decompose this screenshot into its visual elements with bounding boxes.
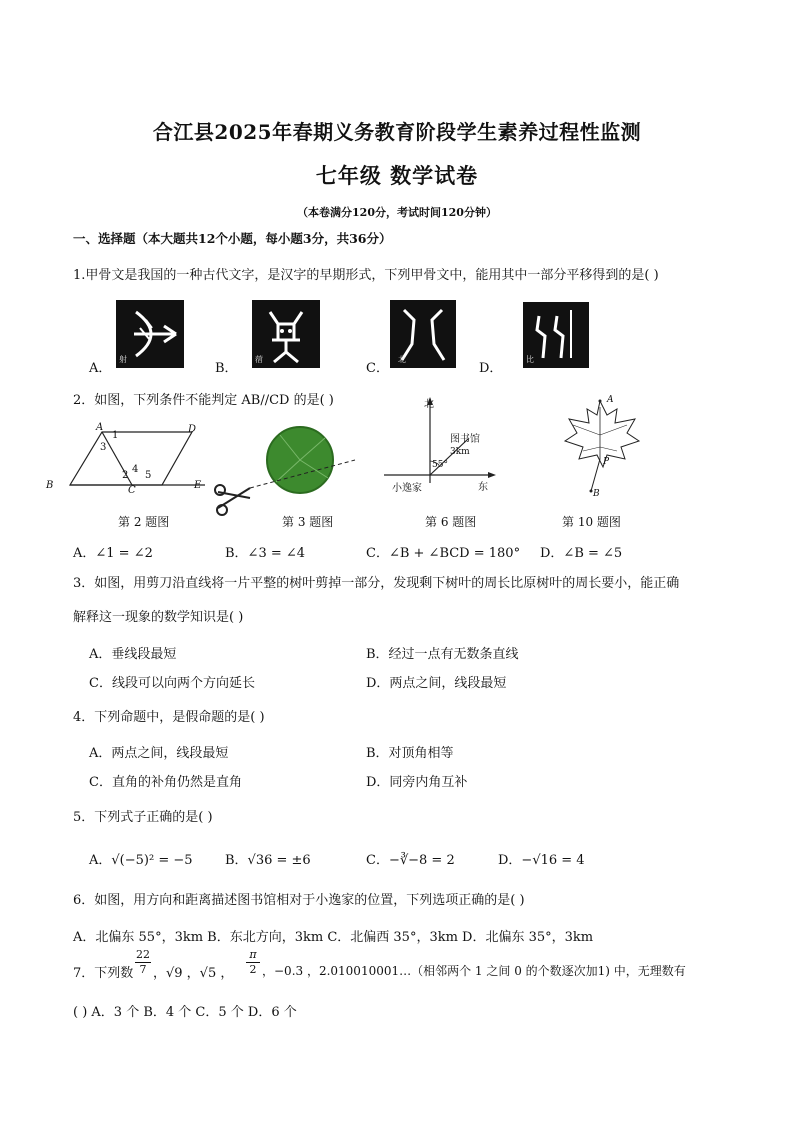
q7-frac2-num: π (246, 948, 260, 963)
q3-option-b: B．经过一点有无数条直线 (366, 647, 519, 662)
q7-frac1-num: 22 (136, 948, 150, 961)
fig2-angle-1: 1 (112, 430, 119, 441)
oracle-glyph-a (116, 300, 184, 368)
q4-option-c: C．直角的补角仍然是直角 (89, 775, 242, 790)
fig6-angle: 55° (432, 460, 448, 470)
glyph-c-label: 北 (398, 355, 406, 364)
q7-frac1-den: 7 (139, 963, 147, 976)
figure-10 (555, 395, 645, 503)
fig2-angle-2: 2 (122, 470, 129, 481)
q7-stem-mid: ，√9 ，√5 ， (153, 966, 234, 981)
q7-frac1 (135, 948, 151, 977)
fig10-caption: 第 10 题图 (562, 515, 621, 529)
q6-stem: 6．如图，用方向和距离描述图书馆相对于小逸家的位置，下列选项正确的是( ) (73, 893, 525, 908)
q2-option-d: D．∠B = ∠5 (540, 546, 623, 561)
q7-line2: ( ) A．3 个 B．4 个 C．5 个 D．6 个 (73, 1005, 297, 1020)
oracle-glyph-c (390, 300, 456, 368)
fig2-label-a: A (96, 422, 104, 433)
q3-option-c: C．线段可以向两个方向延长 (89, 676, 255, 691)
figure-3 (210, 420, 360, 520)
fig6-caption: 第 6 题图 (425, 515, 477, 529)
q2-option-c: C．∠B + ∠BCD = 180° (366, 546, 521, 561)
figure-2 (40, 420, 210, 498)
exam-title: 合江县2025年春期义务教育阶段学生素养过程性监测 (152, 120, 642, 144)
fig6-home: 小逸家 (392, 483, 422, 494)
q1-option-c-letter: C． (366, 361, 389, 376)
q7-frac2 (246, 948, 260, 977)
q5-option-d: D．−√16 = 4 (498, 853, 585, 868)
glyph-a-label: 射 (119, 355, 127, 364)
fig2-angle-5: 5 (145, 470, 152, 481)
q2-option-b: B．∠3 = ∠4 (225, 546, 306, 561)
q7-frac2-den: 2 (249, 963, 257, 976)
q5-stem: 5．下列式子正确的是( ) (73, 810, 213, 825)
fig2-label-c: C (128, 485, 136, 496)
oracle-glyph-d (523, 302, 589, 368)
fig2-angle-4: 4 (132, 464, 139, 475)
fig2-label-e: E (194, 480, 202, 491)
q4-option-a: A．两点之间，线段最短 (89, 746, 229, 761)
q4-option-b: B．对顶角相等 (366, 746, 454, 761)
fig6-distance: 3km (450, 447, 470, 457)
fig2-angle-3: 3 (100, 442, 107, 453)
glyph-d-label: 比 (526, 355, 534, 364)
q7-stem-pre: 7．下列数 (73, 966, 134, 981)
fig6-east: 东 (478, 482, 488, 493)
q3-stem-line2: 解释这一现象的数学知识是( ) (73, 610, 244, 625)
q6-options: A．北偏东 55°，3km B．东北方向，3km C．北偏西 35°，3km D．北偏东 35°，3km (73, 930, 594, 945)
q7-stem-post: ，−0.3 ，2.010010001…（相邻两个 1 之间 0 的个数逐次加1) 中，无理数有 (262, 964, 686, 978)
q3-stem-line1: 3．如图，用剪刀沿直线将一片平整的树叶剪掉一部分，发现剩下树叶的周长比原树叶的周长要小，能正确 (73, 576, 680, 591)
q3-option-a: A．垂线段最短 (89, 647, 177, 662)
q5-option-a: A．√(−5)² = −5 (89, 853, 193, 868)
fig6-library: 图书馆 (450, 434, 480, 445)
q5-option-b: B．√36 = ±6 (225, 853, 311, 868)
glyph-b-label: 蓿 (255, 355, 263, 364)
q2-option-a: A．∠1 = ∠2 (73, 546, 153, 561)
fig6-north: 北 (424, 399, 434, 410)
fig10-label-a: A (607, 395, 614, 405)
q4-option-d: D．同旁内角互补 (366, 775, 468, 790)
fig10-label-p: P (603, 457, 610, 467)
q1-option-d-letter: D． (479, 361, 503, 376)
q1-option-b-letter: B． (215, 361, 238, 376)
section-heading: 一、选择题（本大题共12个小题，每小题3分，共36分） (73, 231, 392, 246)
q1-option-a-letter: A． (89, 361, 112, 376)
fig2-label-b: B (46, 480, 54, 491)
q2-stem: 2．如图，下列条件不能判定 AB//CD 的是( ) (73, 393, 334, 408)
q4-stem: 4．下列命题中，是假命题的是( ) (73, 710, 265, 725)
q1-stem: 1.甲骨文是我国的一种古代文字，是汉字的早期形式，下列甲骨文中，能用其中一部分平移得到的是( ) (73, 268, 659, 283)
fig2-caption: 第 2 题图 (118, 515, 170, 529)
figure-6 (382, 395, 502, 495)
exam-note: （本卷满分120分，考试时间120分钟） (297, 206, 497, 219)
fig10-label-b: B (593, 489, 600, 499)
fig3-caption: 第 3 题图 (282, 515, 334, 529)
oracle-glyph-b (252, 300, 320, 368)
q3-option-d: D．两点之间，线段最短 (366, 676, 507, 691)
q5-option-c: C．−∛−8 = 2 (366, 853, 455, 868)
fig2-label-d: D (188, 424, 197, 435)
exam-subtitle: 七年级 数学试卷 (315, 163, 479, 188)
